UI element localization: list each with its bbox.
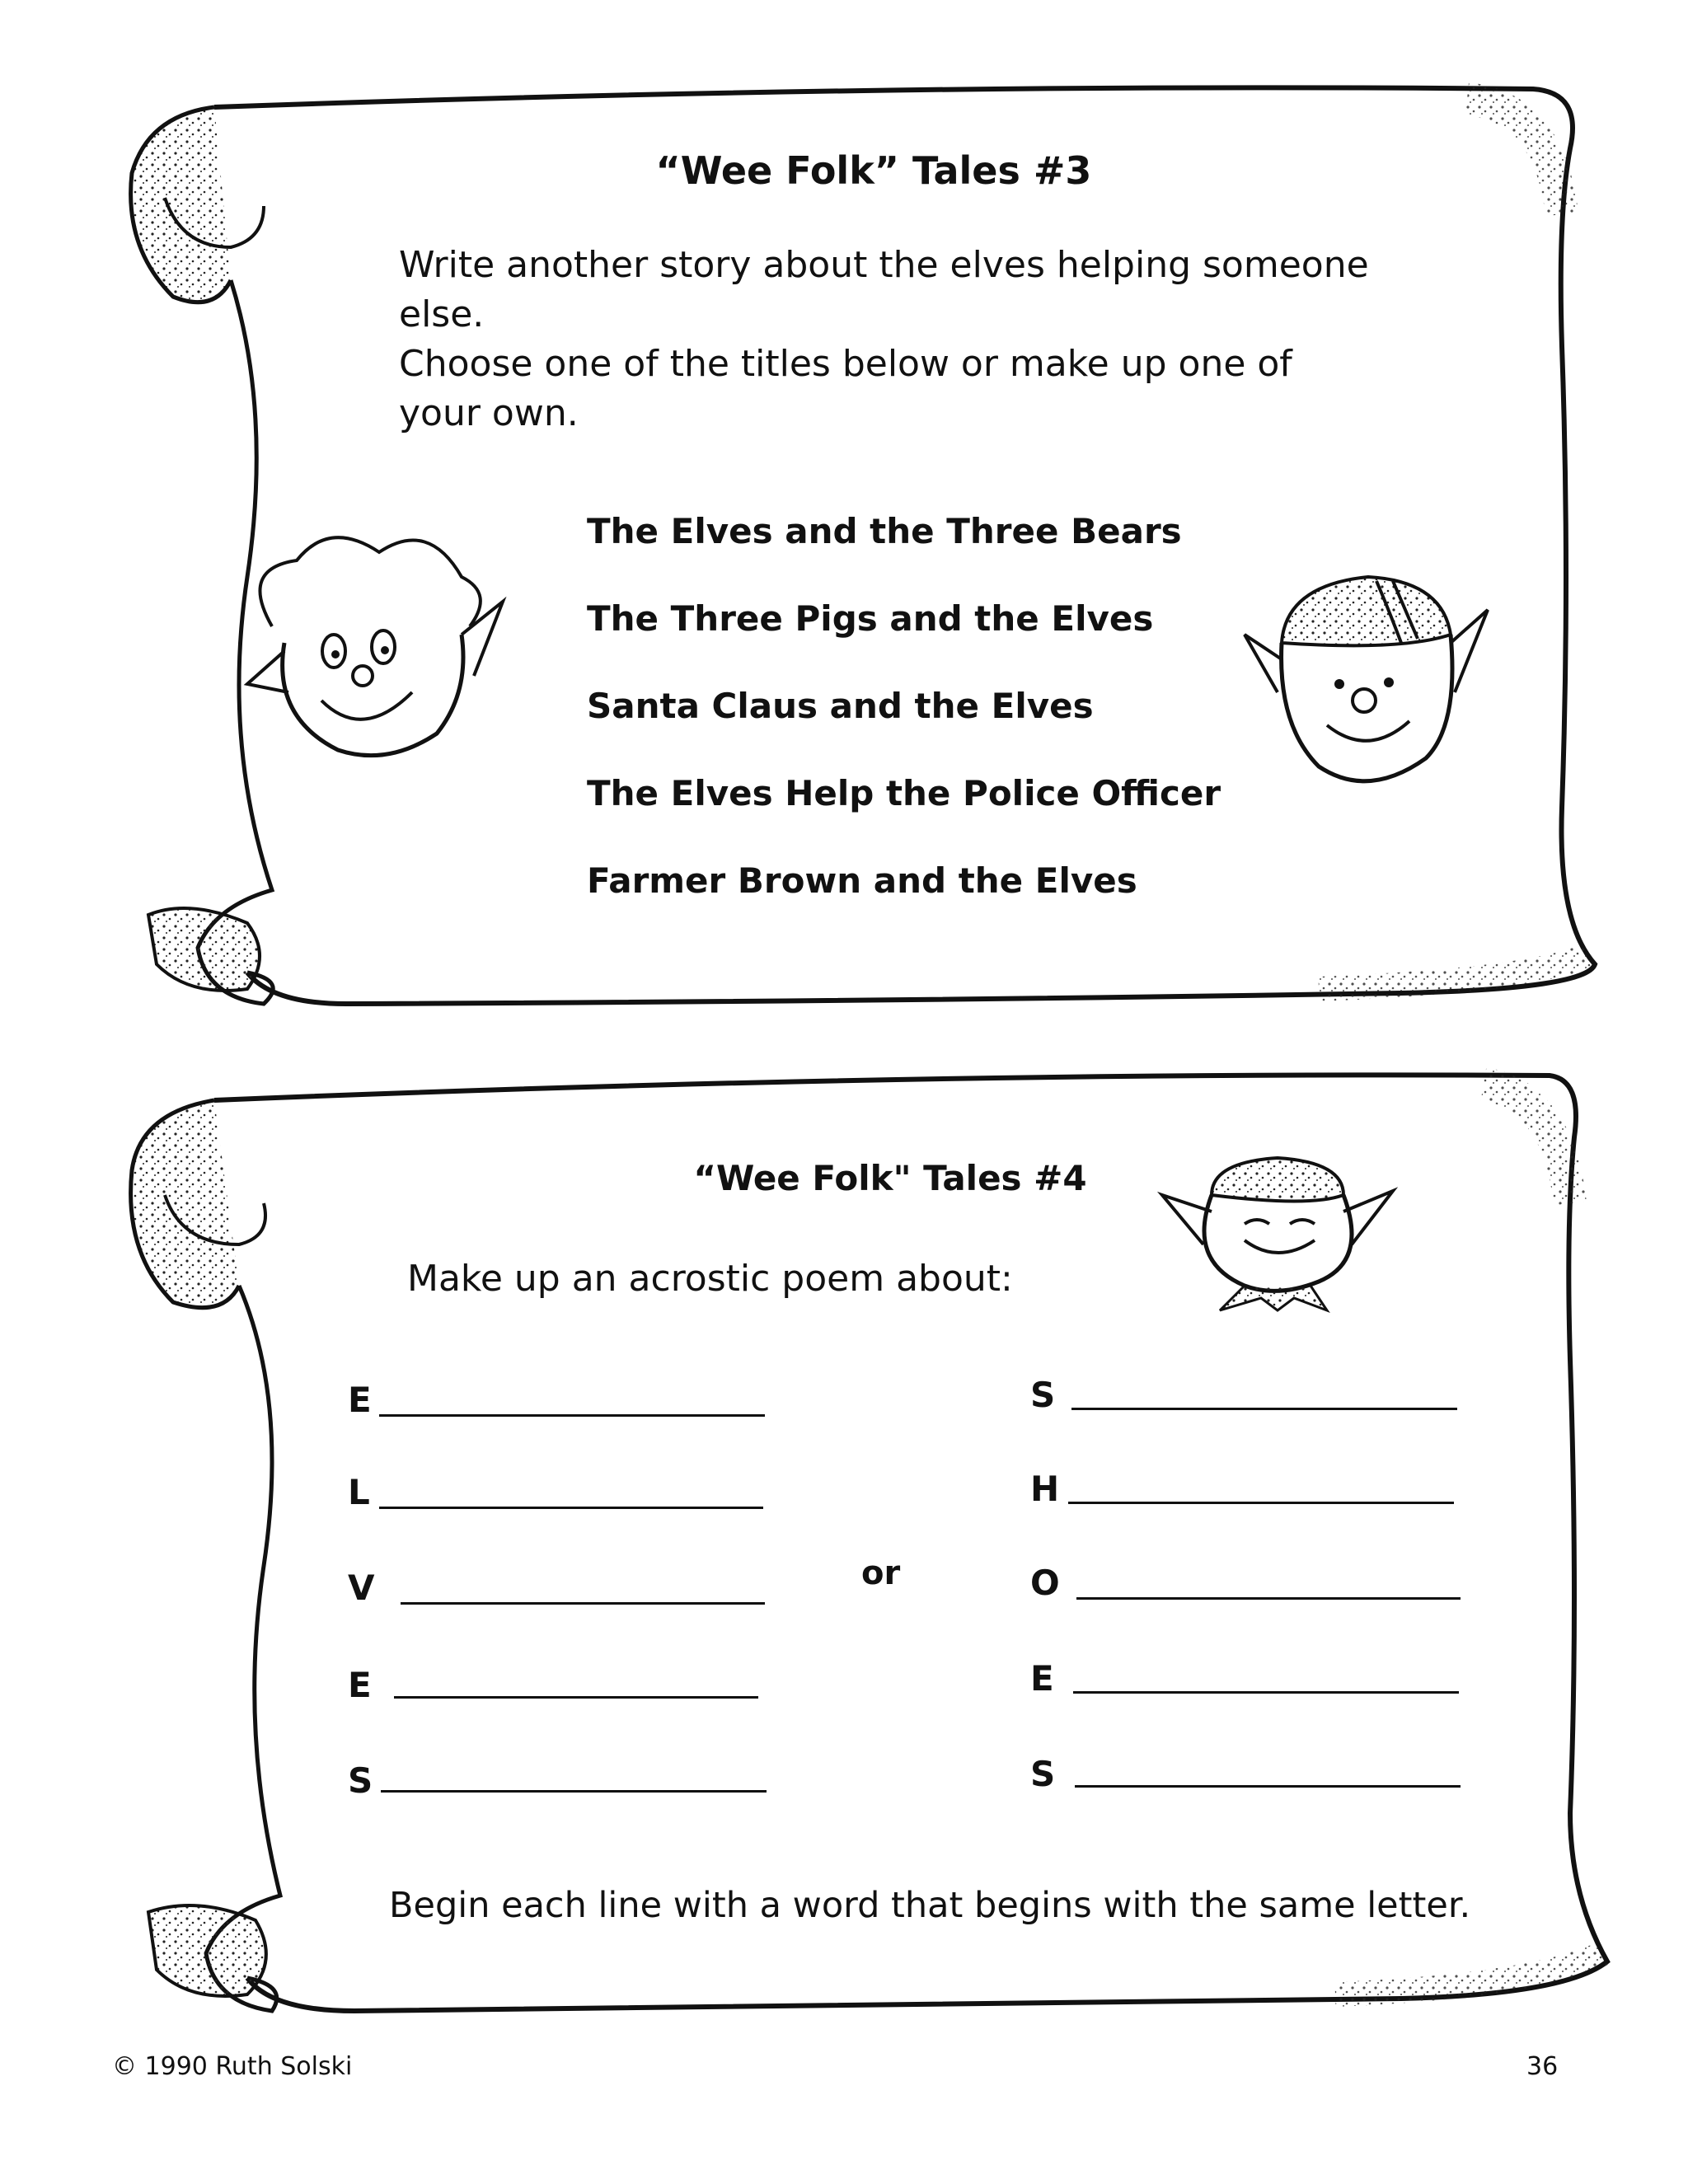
story-title: The Elves Help the Police Officer [587,773,1221,813]
acrostic-letter: O [1030,1563,1060,1603]
writing-line[interactable] [381,1790,767,1793]
acrostic-instruction: Begin each line with a word that begins with the same letter. [389,1885,1471,1926]
writing-line[interactable] [1076,1597,1461,1600]
story-title: The Elves and the Three Bears [587,511,1182,551]
instruction-line: Write another story about the elves helping someone [399,244,1369,286]
acrostic-letter: S [348,1760,373,1801]
page-number: 36 [1526,2052,1559,2081]
scroll-2-title: “Wee Folk" Tales #4 [693,1158,1087,1198]
scroll-1-title: “Wee Folk” Tales #3 [655,148,1092,193]
story-title: The Three Pigs and the Elves [587,598,1154,639]
elf-smiling-face-icon [1162,1158,1393,1310]
acrostic-letter: E [348,1665,372,1705]
story-title: Santa Claus and the Elves [587,686,1094,726]
writing-line[interactable] [394,1696,758,1699]
writing-line[interactable] [1068,1502,1454,1504]
writing-line[interactable] [401,1602,765,1605]
story-title: Farmer Brown and the Elves [587,860,1137,901]
acrostic-letter: V [348,1568,375,1608]
instruction-line: your own. [399,392,579,434]
scroll-1-instructions [399,241,1470,438]
or-label: or [861,1554,901,1592]
acrostic-letter: S [1030,1754,1056,1794]
acrostic-letter: E [1030,1658,1054,1699]
elf-cap-face-icon [1245,577,1488,781]
copyright: © 1990 Ruth Solski [112,2052,353,2081]
acrostic-letter: L [348,1472,370,1512]
writing-line[interactable] [1071,1408,1457,1410]
scroll-2-frame [131,1075,1607,2011]
writing-line[interactable] [1073,1691,1459,1694]
writing-line[interactable] [379,1507,763,1509]
acrostic-letter: S [1030,1375,1056,1415]
acrostic-letter: E [348,1380,372,1420]
instruction-line: else. [399,293,485,335]
acrostic-prompt: Make up an acrostic poem about: [407,1258,1013,1300]
acrostic-letter: H [1030,1469,1060,1509]
elf-face-icon [247,537,503,755]
instruction-line: Choose one of the titles below or make up one of [399,343,1292,385]
writing-line[interactable] [379,1414,765,1417]
writing-line[interactable] [1075,1785,1461,1788]
